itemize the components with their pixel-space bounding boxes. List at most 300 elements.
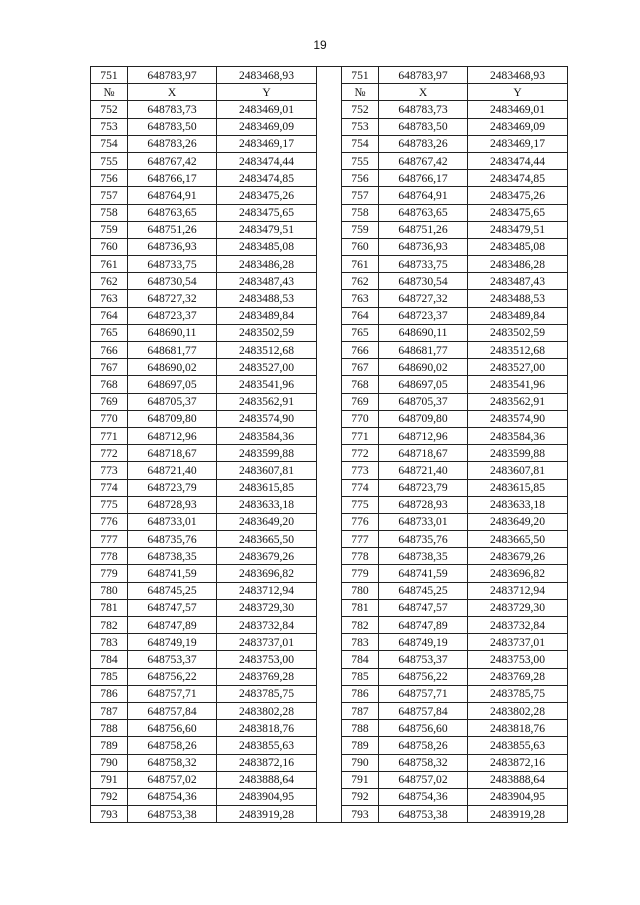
left-cell-y: 2483469,01 [217,101,317,118]
right-cell-y: 2483732,84 [468,617,568,634]
left-cell-point-number: 755 [91,152,128,169]
right-cell-x: 648741,59 [379,565,468,582]
right-cell-point-number: 788 [342,720,379,737]
right-cell-y: 2483475,26 [468,187,568,204]
column-gap [317,67,342,84]
table-row [91,170,568,187]
left-cell-y: 2483475,65 [217,204,317,221]
table-row [91,685,568,702]
right-cell-point-number: 770 [342,410,379,427]
right-cell-point-number: 754 [342,135,379,152]
column-gap [317,565,342,582]
right-cell-y: 2483599,88 [468,445,568,462]
left-cell-y: 2483712,94 [217,582,317,599]
right-cell-y: 2483855,63 [468,737,568,754]
right-cell-x: 648756,22 [379,668,468,685]
right-cell-y: 2483753,00 [468,651,568,668]
table-row [91,462,568,479]
right-cell-x: 648681,77 [379,342,468,359]
column-gap [317,771,342,788]
right-cell-x: 648783,50 [379,118,468,135]
column-gap [317,754,342,771]
right-cell-y: 2483485,08 [468,238,568,255]
left-cell-point-number: 789 [91,737,128,754]
right-header-cell-num: № [342,84,379,101]
left-cell-x: 648754,36 [128,788,217,805]
left-cell-x: 648751,26 [128,221,217,238]
table-row [91,771,568,788]
right-cell-point-number: 753 [342,118,379,135]
left-cell-point-number: 787 [91,702,128,719]
left-cell-y: 2483475,26 [217,187,317,204]
table-row [91,324,568,341]
right-cell-y: 2483489,84 [468,307,568,324]
column-gap [317,393,342,410]
left-cell-x: 648697,05 [128,376,217,393]
left-cell-point-number: 751 [91,67,128,84]
right-cell-y: 2483888,64 [468,771,568,788]
left-cell-x: 648756,60 [128,720,217,737]
left-cell-x: 648728,93 [128,496,217,513]
right-cell-y: 2483469,09 [468,118,568,135]
left-cell-x: 648783,26 [128,135,217,152]
left-cell-y: 2483753,00 [217,651,317,668]
right-cell-point-number: 779 [342,565,379,582]
left-cell-y: 2483469,17 [217,135,317,152]
right-cell-x: 648749,19 [379,634,468,651]
table-row [91,668,568,685]
left-cell-point-number: 775 [91,496,128,513]
table-row [91,67,568,84]
right-cell-point-number: 763 [342,290,379,307]
right-cell-x: 648736,93 [379,238,468,255]
left-cell-point-number: 782 [91,617,128,634]
left-cell-point-number: 785 [91,668,128,685]
table-row [91,152,568,169]
table-row [91,599,568,616]
left-cell-point-number: 760 [91,238,128,255]
right-cell-point-number: 775 [342,496,379,513]
right-cell-x: 648697,05 [379,376,468,393]
right-cell-y: 2483486,28 [468,256,568,273]
right-cell-point-number: 793 [342,806,379,823]
right-cell-y: 2483785,75 [468,685,568,702]
right-cell-x: 648754,36 [379,788,468,805]
column-gap [317,359,342,376]
table-row [91,806,568,823]
table-row [91,479,568,496]
right-cell-x: 648758,32 [379,754,468,771]
table-row [91,307,568,324]
left-cell-y: 2483904,95 [217,788,317,805]
table-row [91,634,568,651]
column-gap [317,634,342,651]
left-cell-x: 648712,96 [128,427,217,444]
left-cell-y: 2483872,16 [217,754,317,771]
left-cell-x: 648727,32 [128,290,217,307]
left-cell-y: 2483732,84 [217,617,317,634]
left-cell-point-number: 752 [91,101,128,118]
left-cell-y: 2483649,20 [217,513,317,530]
left-cell-y: 2483485,08 [217,238,317,255]
table-row [91,445,568,462]
left-cell-point-number: 765 [91,324,128,341]
column-gap [317,788,342,805]
right-cell-x: 648758,26 [379,737,468,754]
left-cell-x: 648783,50 [128,118,217,135]
left-cell-x: 648690,02 [128,359,217,376]
left-cell-y: 2483584,36 [217,427,317,444]
left-cell-y: 2483696,82 [217,565,317,582]
left-cell-x: 648757,84 [128,702,217,719]
right-cell-point-number: 751 [342,67,379,84]
right-cell-x: 648764,91 [379,187,468,204]
left-cell-x: 648756,22 [128,668,217,685]
column-gap [317,324,342,341]
left-cell-point-number: 771 [91,427,128,444]
right-cell-x: 648718,67 [379,445,468,462]
right-cell-point-number: 790 [342,754,379,771]
table-row [91,393,568,410]
left-cell-x: 648783,97 [128,67,217,84]
left-cell-x: 648690,11 [128,324,217,341]
column-gap [317,187,342,204]
right-cell-point-number: 778 [342,548,379,565]
column-gap [317,685,342,702]
right-cell-x: 648753,37 [379,651,468,668]
left-cell-x: 648705,37 [128,393,217,410]
right-cell-y: 2483541,96 [468,376,568,393]
left-cell-point-number: 758 [91,204,128,221]
left-cell-point-number: 772 [91,445,128,462]
right-header-cell-y: Y [468,84,568,101]
right-cell-x: 648690,02 [379,359,468,376]
column-gap [317,617,342,634]
left-cell-y: 2483785,75 [217,685,317,702]
left-cell-y: 2483615,85 [217,479,317,496]
table-row [91,273,568,290]
left-cell-point-number: 754 [91,135,128,152]
left-cell-x: 648747,89 [128,617,217,634]
left-cell-point-number: 756 [91,170,128,187]
left-cell-point-number: 764 [91,307,128,324]
left-cell-x: 648736,93 [128,238,217,255]
table-row [91,788,568,805]
column-gap [317,651,342,668]
right-cell-y: 2483818,76 [468,720,568,737]
left-cell-x: 648764,91 [128,187,217,204]
left-cell-point-number: 769 [91,393,128,410]
right-cell-point-number: 787 [342,702,379,719]
left-cell-y: 2483468,93 [217,67,317,84]
right-cell-x: 648756,60 [379,720,468,737]
column-gap [317,806,342,823]
left-cell-y: 2483888,64 [217,771,317,788]
right-cell-x: 648721,40 [379,462,468,479]
right-cell-point-number: 782 [342,617,379,634]
left-cell-x: 648757,71 [128,685,217,702]
left-cell-y: 2483502,59 [217,324,317,341]
left-cell-point-number: 753 [91,118,128,135]
left-cell-point-number: 774 [91,479,128,496]
column-gap [317,668,342,685]
column-gap [317,531,342,548]
left-cell-y: 2483802,28 [217,702,317,719]
right-cell-x: 648690,11 [379,324,468,341]
right-cell-point-number: 789 [342,737,379,754]
right-cell-point-number: 760 [342,238,379,255]
right-cell-y: 2483488,53 [468,290,568,307]
left-cell-point-number: 776 [91,513,128,530]
column-gap [317,170,342,187]
right-cell-point-number: 776 [342,513,379,530]
right-cell-point-number: 780 [342,582,379,599]
left-cell-x: 648709,80 [128,410,217,427]
table-row [91,342,568,359]
left-cell-y: 2483818,76 [217,720,317,737]
left-cell-y: 2483729,30 [217,599,317,616]
left-cell-point-number: 761 [91,256,128,273]
right-cell-y: 2483802,28 [468,702,568,719]
left-cell-y: 2483486,28 [217,256,317,273]
right-cell-point-number: 766 [342,342,379,359]
right-cell-point-number: 757 [342,187,379,204]
left-cell-point-number: 781 [91,599,128,616]
column-gap [317,582,342,599]
coordinates-table [90,66,568,823]
left-cell-y: 2483469,09 [217,118,317,135]
right-cell-x: 648763,65 [379,204,468,221]
left-cell-point-number: 784 [91,651,128,668]
right-cell-x: 648767,42 [379,152,468,169]
right-cell-y: 2483712,94 [468,582,568,599]
left-cell-y: 2483489,84 [217,307,317,324]
table-row [91,582,568,599]
column-gap [317,238,342,255]
right-cell-y: 2483665,50 [468,531,568,548]
right-cell-point-number: 752 [342,101,379,118]
right-cell-y: 2483574,90 [468,410,568,427]
right-cell-y: 2483615,85 [468,479,568,496]
left-cell-x: 648738,35 [128,548,217,565]
left-cell-x: 648763,65 [128,204,217,221]
left-cell-y: 2483474,85 [217,170,317,187]
left-cell-y: 2483541,96 [217,376,317,393]
left-cell-point-number: 779 [91,565,128,582]
right-cell-x: 648727,32 [379,290,468,307]
left-cell-point-number: 791 [91,771,128,788]
right-cell-x: 648733,75 [379,256,468,273]
right-cell-x: 648751,26 [379,221,468,238]
right-cell-point-number: 762 [342,273,379,290]
table-row [91,221,568,238]
right-cell-point-number: 759 [342,221,379,238]
right-cell-x: 648783,73 [379,101,468,118]
left-cell-y: 2483488,53 [217,290,317,307]
right-cell-x: 648747,89 [379,617,468,634]
table-row [91,548,568,565]
left-cell-point-number: 790 [91,754,128,771]
right-cell-point-number: 755 [342,152,379,169]
right-cell-y: 2483729,30 [468,599,568,616]
table-row [91,531,568,548]
right-cell-point-number: 772 [342,445,379,462]
left-cell-point-number: 768 [91,376,128,393]
right-cell-x: 648745,25 [379,582,468,599]
left-cell-y: 2483574,90 [217,410,317,427]
right-cell-point-number: 758 [342,204,379,221]
left-cell-point-number: 757 [91,187,128,204]
left-cell-x: 648758,32 [128,754,217,771]
left-cell-x: 648745,25 [128,582,217,599]
table-row [91,376,568,393]
left-cell-y: 2483562,91 [217,393,317,410]
column-gap [317,720,342,737]
table-row [91,496,568,513]
table-row [91,651,568,668]
right-cell-x: 648738,35 [379,548,468,565]
table-row [91,410,568,427]
column-gap [317,204,342,221]
left-cell-x: 648681,77 [128,342,217,359]
table-row [91,359,568,376]
right-cell-x: 648747,57 [379,599,468,616]
table-row [91,720,568,737]
table-row [91,754,568,771]
right-cell-point-number: 791 [342,771,379,788]
left-cell-point-number: 783 [91,634,128,651]
right-cell-y: 2483607,81 [468,462,568,479]
column-gap [317,342,342,359]
right-cell-y: 2483487,43 [468,273,568,290]
table-row [91,702,568,719]
right-cell-point-number: 786 [342,685,379,702]
left-cell-y: 2483479,51 [217,221,317,238]
right-cell-y: 2483527,00 [468,359,568,376]
right-cell-y: 2483479,51 [468,221,568,238]
left-cell-x: 648758,26 [128,737,217,754]
right-header-cell-x: X [379,84,468,101]
right-cell-x: 648709,80 [379,410,468,427]
right-cell-x: 648757,71 [379,685,468,702]
column-gap [317,513,342,530]
right-cell-point-number: 765 [342,324,379,341]
left-cell-point-number: 770 [91,410,128,427]
right-cell-y: 2483468,93 [468,67,568,84]
column-gap [317,737,342,754]
left-cell-y: 2483607,81 [217,462,317,479]
right-cell-y: 2483737,01 [468,634,568,651]
table-row [91,118,568,135]
column-gap [317,445,342,462]
right-cell-y: 2483769,28 [468,668,568,685]
left-cell-point-number: 778 [91,548,128,565]
left-cell-x: 648721,40 [128,462,217,479]
right-cell-point-number: 781 [342,599,379,616]
left-cell-x: 648718,67 [128,445,217,462]
right-cell-x: 648757,02 [379,771,468,788]
left-cell-point-number: 759 [91,221,128,238]
table-row [91,135,568,152]
column-gap [317,84,342,101]
right-cell-point-number: 777 [342,531,379,548]
left-cell-x: 648723,37 [128,307,217,324]
table-row [91,204,568,221]
column-gap [317,496,342,513]
column-gap [317,599,342,616]
right-cell-point-number: 767 [342,359,379,376]
table-row [91,565,568,582]
left-cell-point-number: 762 [91,273,128,290]
table-row [91,617,568,634]
column-gap [317,221,342,238]
left-cell-x: 648753,37 [128,651,217,668]
column-gap [317,135,342,152]
left-cell-y: 2483769,28 [217,668,317,685]
right-cell-point-number: 769 [342,393,379,410]
right-cell-point-number: 771 [342,427,379,444]
left-cell-point-number: 792 [91,788,128,805]
table-row [91,238,568,255]
right-cell-x: 648728,93 [379,496,468,513]
left-cell-y: 2483474,44 [217,152,317,169]
left-cell-x: 648741,59 [128,565,217,582]
left-cell-point-number: 767 [91,359,128,376]
left-cell-x: 648723,79 [128,479,217,496]
right-cell-point-number: 785 [342,668,379,685]
left-cell-point-number: 773 [91,462,128,479]
left-header-cell-x: X [128,84,217,101]
right-cell-point-number: 774 [342,479,379,496]
right-cell-x: 648705,37 [379,393,468,410]
left-cell-x: 648747,57 [128,599,217,616]
table-row [91,513,568,530]
left-cell-point-number: 777 [91,531,128,548]
left-cell-point-number: 766 [91,342,128,359]
right-cell-y: 2483469,17 [468,135,568,152]
right-cell-y: 2483512,68 [468,342,568,359]
right-cell-x: 648766,17 [379,170,468,187]
right-cell-point-number: 764 [342,307,379,324]
left-cell-y: 2483665,50 [217,531,317,548]
column-gap [317,479,342,496]
right-cell-x: 648783,26 [379,135,468,152]
right-cell-y: 2483469,01 [468,101,568,118]
right-cell-x: 648730,54 [379,273,468,290]
left-cell-x: 648735,76 [128,531,217,548]
left-cell-y: 2483737,01 [217,634,317,651]
left-cell-y: 2483527,00 [217,359,317,376]
right-cell-x: 648757,84 [379,702,468,719]
right-cell-x: 648733,01 [379,513,468,530]
right-cell-point-number: 783 [342,634,379,651]
right-cell-x: 648735,76 [379,531,468,548]
left-cell-point-number: 788 [91,720,128,737]
left-cell-y: 2483599,88 [217,445,317,462]
column-gap [317,376,342,393]
left-cell-point-number: 793 [91,806,128,823]
column-gap [317,290,342,307]
right-cell-x: 648753,38 [379,806,468,823]
right-cell-y: 2483904,95 [468,788,568,805]
left-cell-y: 2483633,18 [217,496,317,513]
column-gap [317,702,342,719]
left-cell-x: 648730,54 [128,273,217,290]
right-cell-y: 2483584,36 [468,427,568,444]
left-cell-x: 648766,17 [128,170,217,187]
left-cell-x: 648783,73 [128,101,217,118]
right-cell-y: 2483474,44 [468,152,568,169]
